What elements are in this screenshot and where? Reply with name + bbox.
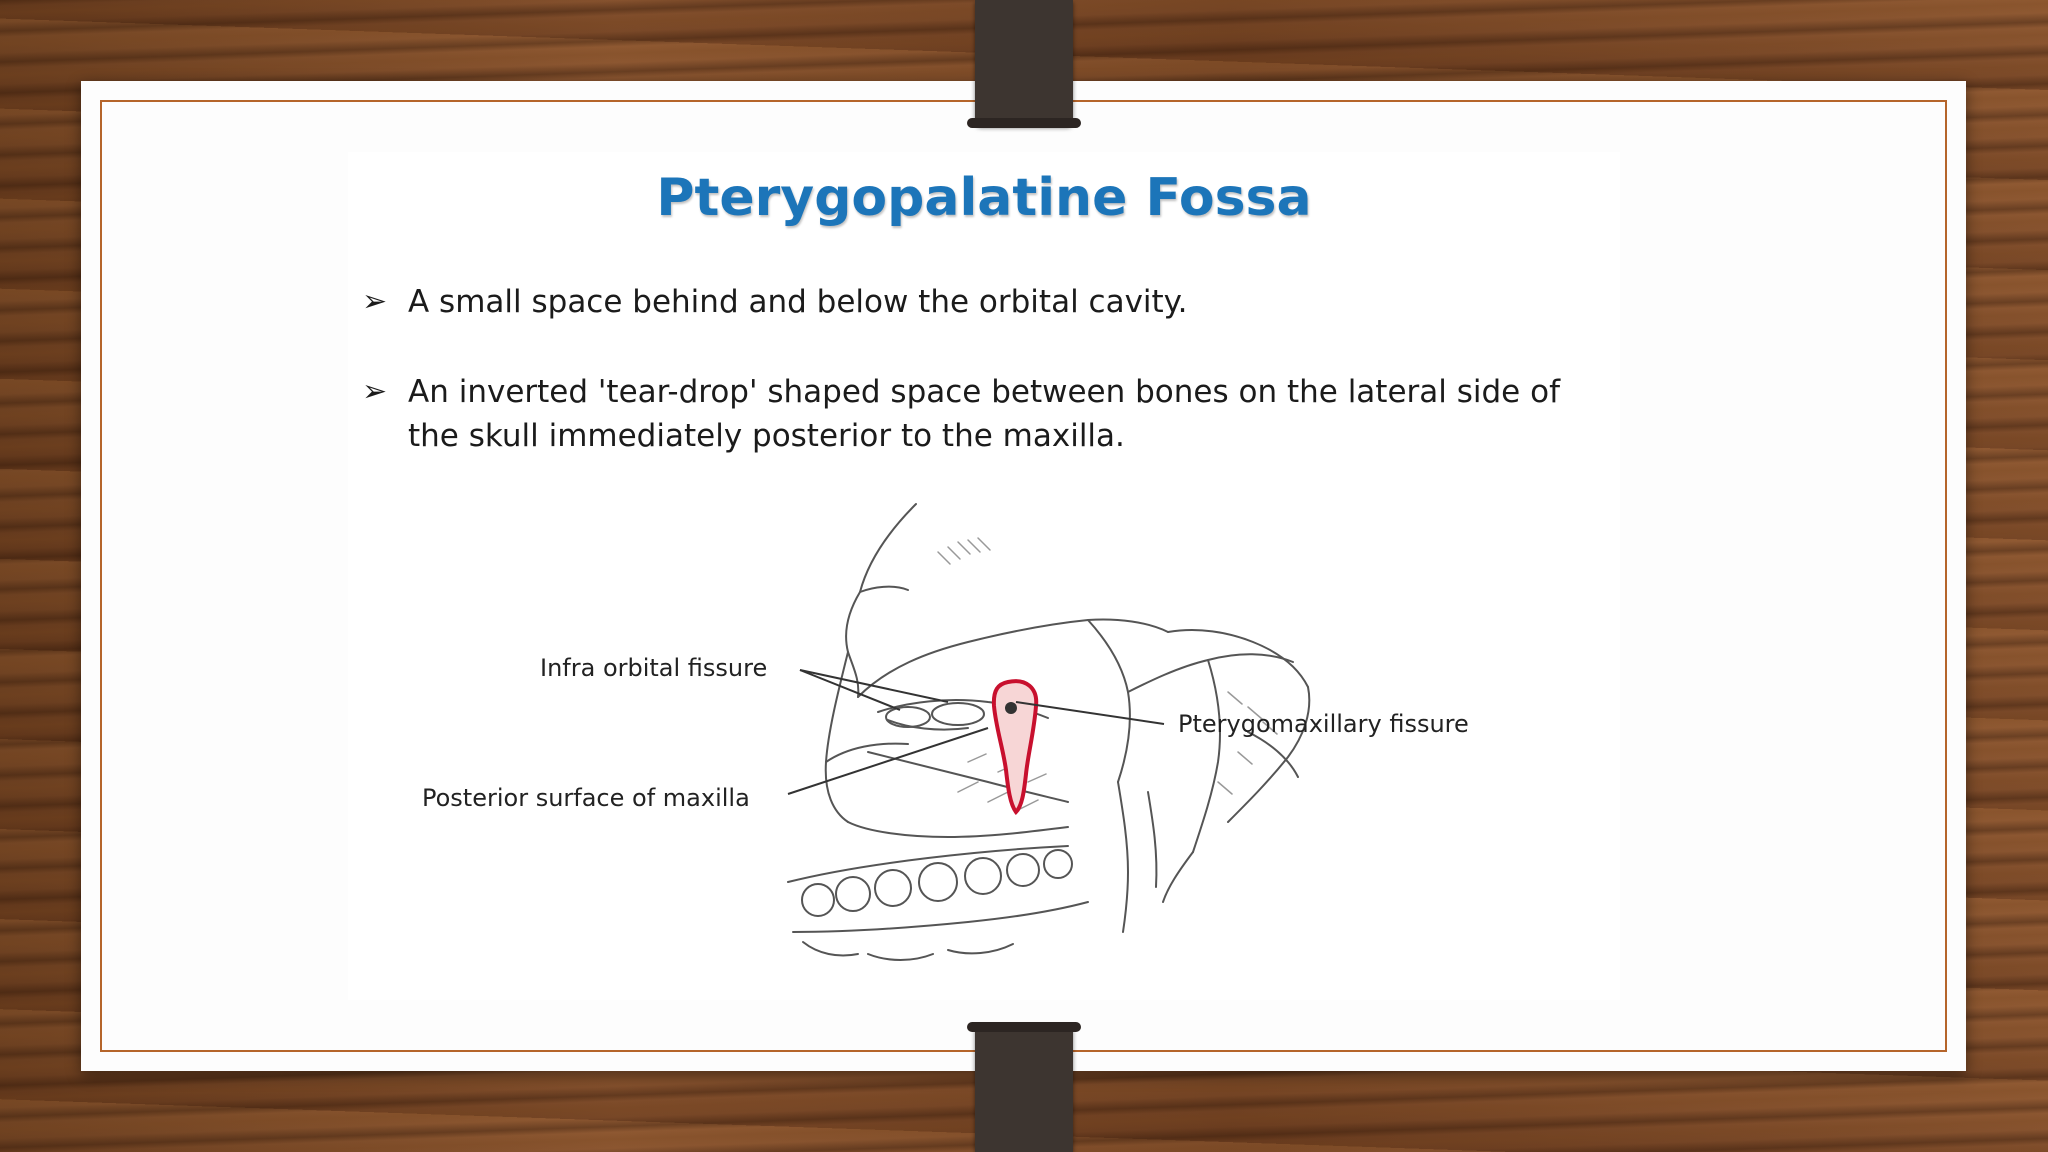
label-posterior-surface-maxilla: Posterior surface of maxilla [422,784,750,812]
leader-lines [788,670,1164,794]
bullet-text: A small space behind and below the orbital cavity. [408,284,1188,320]
top-binder-clip-lip [967,118,1081,128]
label-infra-orbital-fissure: Infra orbital fissure [540,654,768,682]
arrow-bullet-icon: ➢ [362,284,388,319]
bottom-binder-clip-lip [967,1022,1081,1032]
top-binder-clip [975,0,1073,126]
slide-title: Pterygopalatine Fossa [656,168,1312,228]
skull-illustration [348,492,1620,1000]
slide-content [348,152,1620,1000]
bullet-item [362,280,1562,324]
label-pterygomaxillary-fissure: Pterygomaxillary fissure [1178,710,1469,738]
bullet-text: An inverted 'tear-drop' shaped space between bones on the lateral side of the skull immediately posterior to the maxilla. [408,374,1560,454]
bottom-binder-clip [975,1024,1073,1152]
fossa-opening [1005,702,1017,714]
bullet-item [362,370,1562,458]
arrow-bullet-icon: ➢ [362,374,388,409]
